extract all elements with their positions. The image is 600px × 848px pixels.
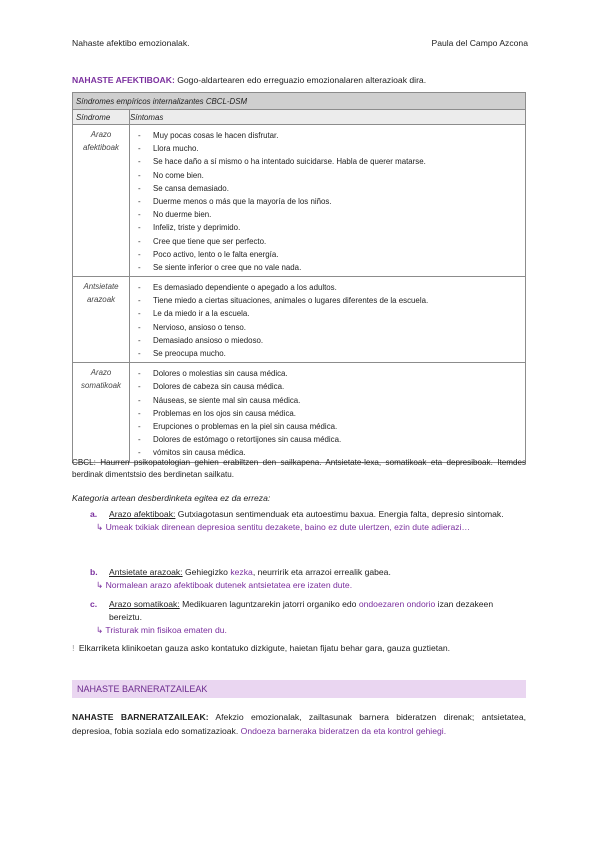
symptom-item: - Tiene miedo a ciertas situaciones, animales o lugares diferentes de la escuela.	[130, 294, 525, 307]
list-item-body	[109, 508, 527, 521]
list-letter: b.	[90, 567, 98, 577]
symptom-item: - vómitos sin causa médica.	[130, 446, 525, 459]
list-letter: a.	[90, 509, 98, 519]
syndrome-cell: Arazo somatikoak	[73, 363, 130, 462]
symptoms-cell	[130, 277, 526, 363]
symptom-item: - Le da miedo ir a la escuela.	[130, 307, 525, 320]
table-note: CBCL: Haurren psikopatologian gehien erabiltzen den sailkapena. Antsietate-lexa, somatikoak eta depresiboak. Itemdes berdinak dimentstsio des berdinetan sailkatu.	[72, 458, 526, 479]
symptoms-cell	[130, 363, 526, 462]
symptom-list	[130, 277, 525, 362]
syndrome-cell: Antsietate arazoak	[73, 277, 130, 363]
exclamation-icon: !	[72, 643, 75, 653]
item-text: izan dezakeen bereiztu.	[109, 599, 494, 622]
symptom-item: - Dolores de cabeza sin causa médica.	[130, 380, 525, 393]
symptom-item: - Duerme menos o más que la mayoría de los niños.	[130, 195, 525, 208]
column-header-syndrome: Síndrome	[73, 110, 130, 125]
symptom-item: - No duerme bien.	[130, 208, 525, 221]
symptom-item: - Se siente inferior o cree que no vale nada.	[130, 261, 525, 274]
item-subnote: ↳ Tristurak min fisikoa ematen du.	[96, 625, 227, 635]
para-text: Afekzio emozionalak, zailtasunak barnera bideratzen direnak; antsietatea, depresioa, fobia soziala edo somatizazioak.	[72, 712, 527, 736]
symptom-item: - Demasiado ansioso o miedoso.	[130, 334, 525, 347]
item-text: Gehiegizko	[182, 567, 231, 577]
header-author: Paula del Campo Azcona	[431, 38, 528, 48]
list-item-c	[90, 598, 527, 637]
syndrome-cell: Arazo afektiboak	[73, 125, 130, 277]
table-title: Síndromes empíricos internalizantes CBCL-DSM	[73, 93, 526, 110]
symptom-item: - Cree que tiene que ser perfecto.	[130, 235, 525, 248]
symptom-item: - No come bien.	[130, 169, 525, 182]
intro-term: NAHASTE AFEKTIBOAK:	[72, 75, 175, 85]
symptom-item: - Erupciones o problemas en la piel sin causa médica.	[130, 420, 525, 433]
symptom-item: - Es demasiado dependiente o apegado a los adultos.	[130, 281, 525, 294]
column-header-symptoms: Síntomas	[130, 110, 526, 125]
warning-note	[72, 643, 450, 653]
item-subnote: ↳ Umeak txikiak direnean depresioa sentitu dezakete, baino ez dute ulertzen, ezin dute adierazi…	[96, 522, 471, 532]
table-row	[73, 363, 526, 462]
table-row	[73, 277, 526, 363]
syndromes-table	[72, 92, 526, 463]
item-highlight: ondoezaren ondorio	[358, 599, 436, 609]
symptom-list	[130, 125, 525, 276]
list-item-b	[90, 566, 527, 592]
symptom-item: - Poco activo, lento o le falta energía.	[130, 248, 525, 261]
table-row	[73, 125, 526, 277]
subheading: Kategoria artean desberdinketa egitea ez da erreza:	[72, 493, 271, 503]
symptom-item: - Problemas en los ojos sin causa médica.	[130, 407, 525, 420]
item-term: Arazo somatikoak:	[109, 599, 180, 609]
section-heading-band	[72, 680, 526, 698]
section-paragraph	[72, 711, 526, 738]
item-subnote: ↳ Normalean arazo afektiboak dutenek antsietatea ere izaten dute.	[96, 580, 353, 590]
item-text: Medikuaren laguntzarekin jatorri organiko edo	[179, 599, 359, 609]
intro-text: Gogo-aldartearen edo erreguazio emozionalaren alterazioak dira.	[174, 75, 427, 85]
symptom-item: - Se cansa demasiado.	[130, 182, 525, 195]
symptom-item: - Infeliz, triste y deprimido.	[130, 221, 525, 234]
intro-definition	[72, 75, 532, 85]
item-highlight: kezka	[230, 567, 253, 577]
symptom-item: - Nervioso, ansioso o tenso.	[130, 321, 525, 334]
symptoms-cell	[130, 125, 526, 277]
list-item-a	[90, 508, 527, 534]
list-letter: c.	[90, 599, 98, 609]
item-text: , neurririk eta arrazoi errealik gabea.	[252, 567, 391, 577]
table-title-row	[73, 93, 526, 110]
para-term: NAHASTE BARNERATZAILEAK:	[72, 712, 209, 722]
warning-text: Elkarriketa klinikoetan gauza asko kontatuko dizkigute, haietan fijatu behar gara, gauza guztietan.	[78, 643, 451, 653]
symptom-item: - Dolores de estómago o retortijones sin causa médica.	[130, 433, 525, 446]
section-heading: NAHASTE BARNERATZAILEAK	[77, 684, 208, 694]
symptom-item: - Dolores o molestias sin causa médica.	[130, 367, 525, 380]
symptom-item: - Náuseas, se siente mal sin causa médica.	[130, 394, 525, 407]
symptom-item: - Se hace daño a sí mismo o ha intentado suicidarse. Habla de querer matarse.	[130, 155, 525, 168]
item-text: Gutxiagotasun sentimenduak eta autoestimu baxua. Energia falta, depresio sintomak.	[175, 509, 504, 519]
symptom-item: - Se preocupa mucho.	[130, 347, 525, 360]
para-highlight: Ondoeza barneraka bideratzen da eta kontrol gehiegi.	[240, 725, 447, 736]
list-item-body	[109, 566, 527, 579]
symptom-list	[130, 363, 525, 461]
table-header-row	[73, 110, 526, 125]
item-term: Antsietate arazoak:	[109, 567, 183, 577]
list-item-body	[109, 598, 527, 624]
symptom-item: - Muy pocas cosas le hacen disfrutar.	[130, 129, 525, 142]
header-title: Nahaste afektibo emozionalak.	[72, 38, 190, 48]
symptom-item: - Llora mucho.	[130, 142, 525, 155]
item-term: Arazo afektiboak:	[109, 509, 176, 519]
